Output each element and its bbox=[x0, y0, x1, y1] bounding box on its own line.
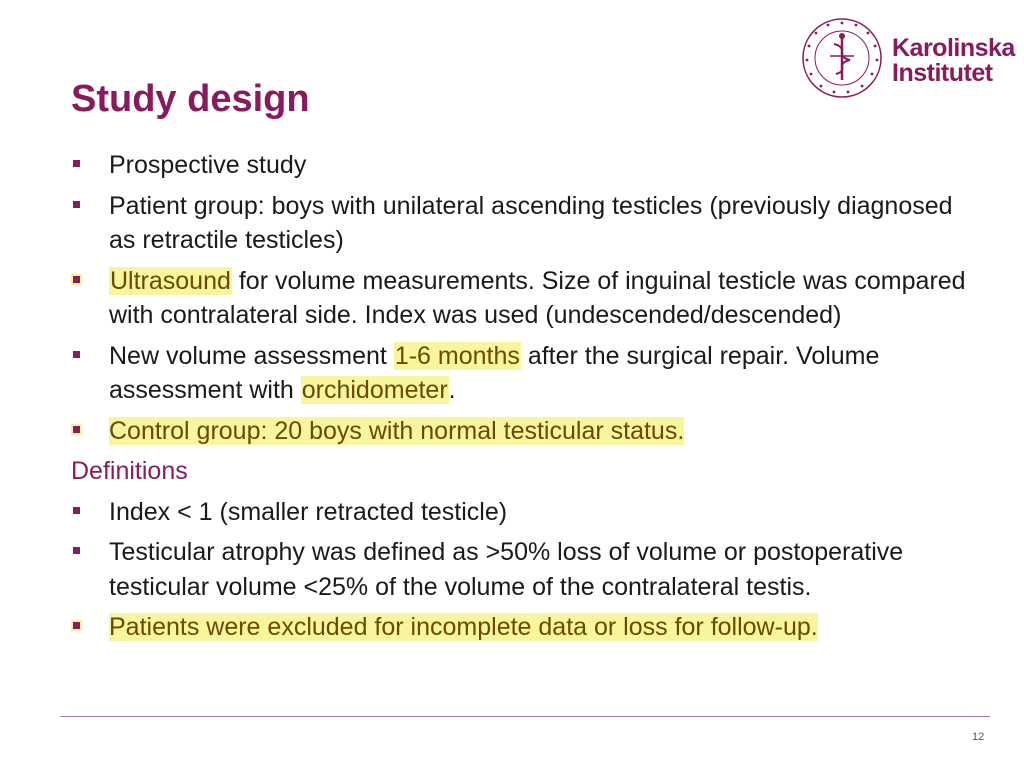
bullet-item bbox=[71, 189, 971, 258]
bullet-text: . bbox=[448, 376, 456, 404]
bullet-item bbox=[71, 535, 971, 604]
logo-wordmark bbox=[892, 36, 1015, 86]
square-bullet-icon bbox=[73, 547, 80, 554]
footer-divider bbox=[60, 716, 990, 717]
karolinska-logo bbox=[800, 16, 1015, 104]
bullet-text: New volume assessment bbox=[109, 341, 394, 370]
slide-content bbox=[71, 148, 971, 651]
square-bullet-icon bbox=[73, 160, 80, 167]
highlighted-text: 1-6 months bbox=[394, 341, 520, 370]
square-bullet-icon bbox=[73, 351, 80, 358]
highlighted-text: Control group: 20 boys with normal testicular status. bbox=[109, 416, 685, 445]
highlighted-text: Ultrasound bbox=[110, 266, 231, 295]
square-bullet-icon bbox=[73, 622, 80, 629]
bullet-item bbox=[71, 610, 971, 645]
bullet-text: Prospective study bbox=[109, 151, 307, 179]
square-bullet-icon bbox=[73, 507, 80, 514]
bullet-text: Testicular atrophy was defined as >50% loss of volume or postoperative testicular volume <25% of the volume of the contralateral testis. bbox=[109, 538, 904, 601]
highlighted-text: Patients were excluded for incomplete data or loss for follow-up. bbox=[109, 613, 818, 641]
square-bullet-icon bbox=[73, 276, 80, 283]
definitions-heading: Definitions bbox=[71, 457, 188, 485]
bullet-item bbox=[71, 495, 971, 530]
square-bullet-icon bbox=[73, 201, 80, 208]
bullet-text: Patient group: boys with unilateral ascending testicles (previously diagnosed as retractile testicles) bbox=[109, 191, 953, 254]
slide-title: Study design bbox=[71, 78, 310, 120]
aesculapius-seal-icon bbox=[800, 16, 884, 100]
bullet-item bbox=[71, 148, 971, 183]
square-bullet-icon bbox=[73, 426, 80, 433]
bullet-item bbox=[71, 414, 971, 449]
bullet-text: for volume measurements. Size of inguinal testicle was compared with contralateral side. Index was used (undescended/descended) bbox=[109, 266, 966, 329]
bullet-text: after the surgical repair. Volume assessment with bbox=[109, 341, 880, 404]
bullet-text: Index < 1 (smaller retracted testicle) bbox=[109, 497, 508, 526]
logo-line-2: Institutet bbox=[892, 59, 993, 87]
page-number: 12 bbox=[972, 731, 985, 743]
logo-line-1: Karolinska bbox=[892, 34, 1015, 62]
highlighted-text: orchidometer bbox=[301, 376, 448, 404]
bullet-item bbox=[71, 264, 971, 333]
bullet-item bbox=[71, 339, 971, 408]
